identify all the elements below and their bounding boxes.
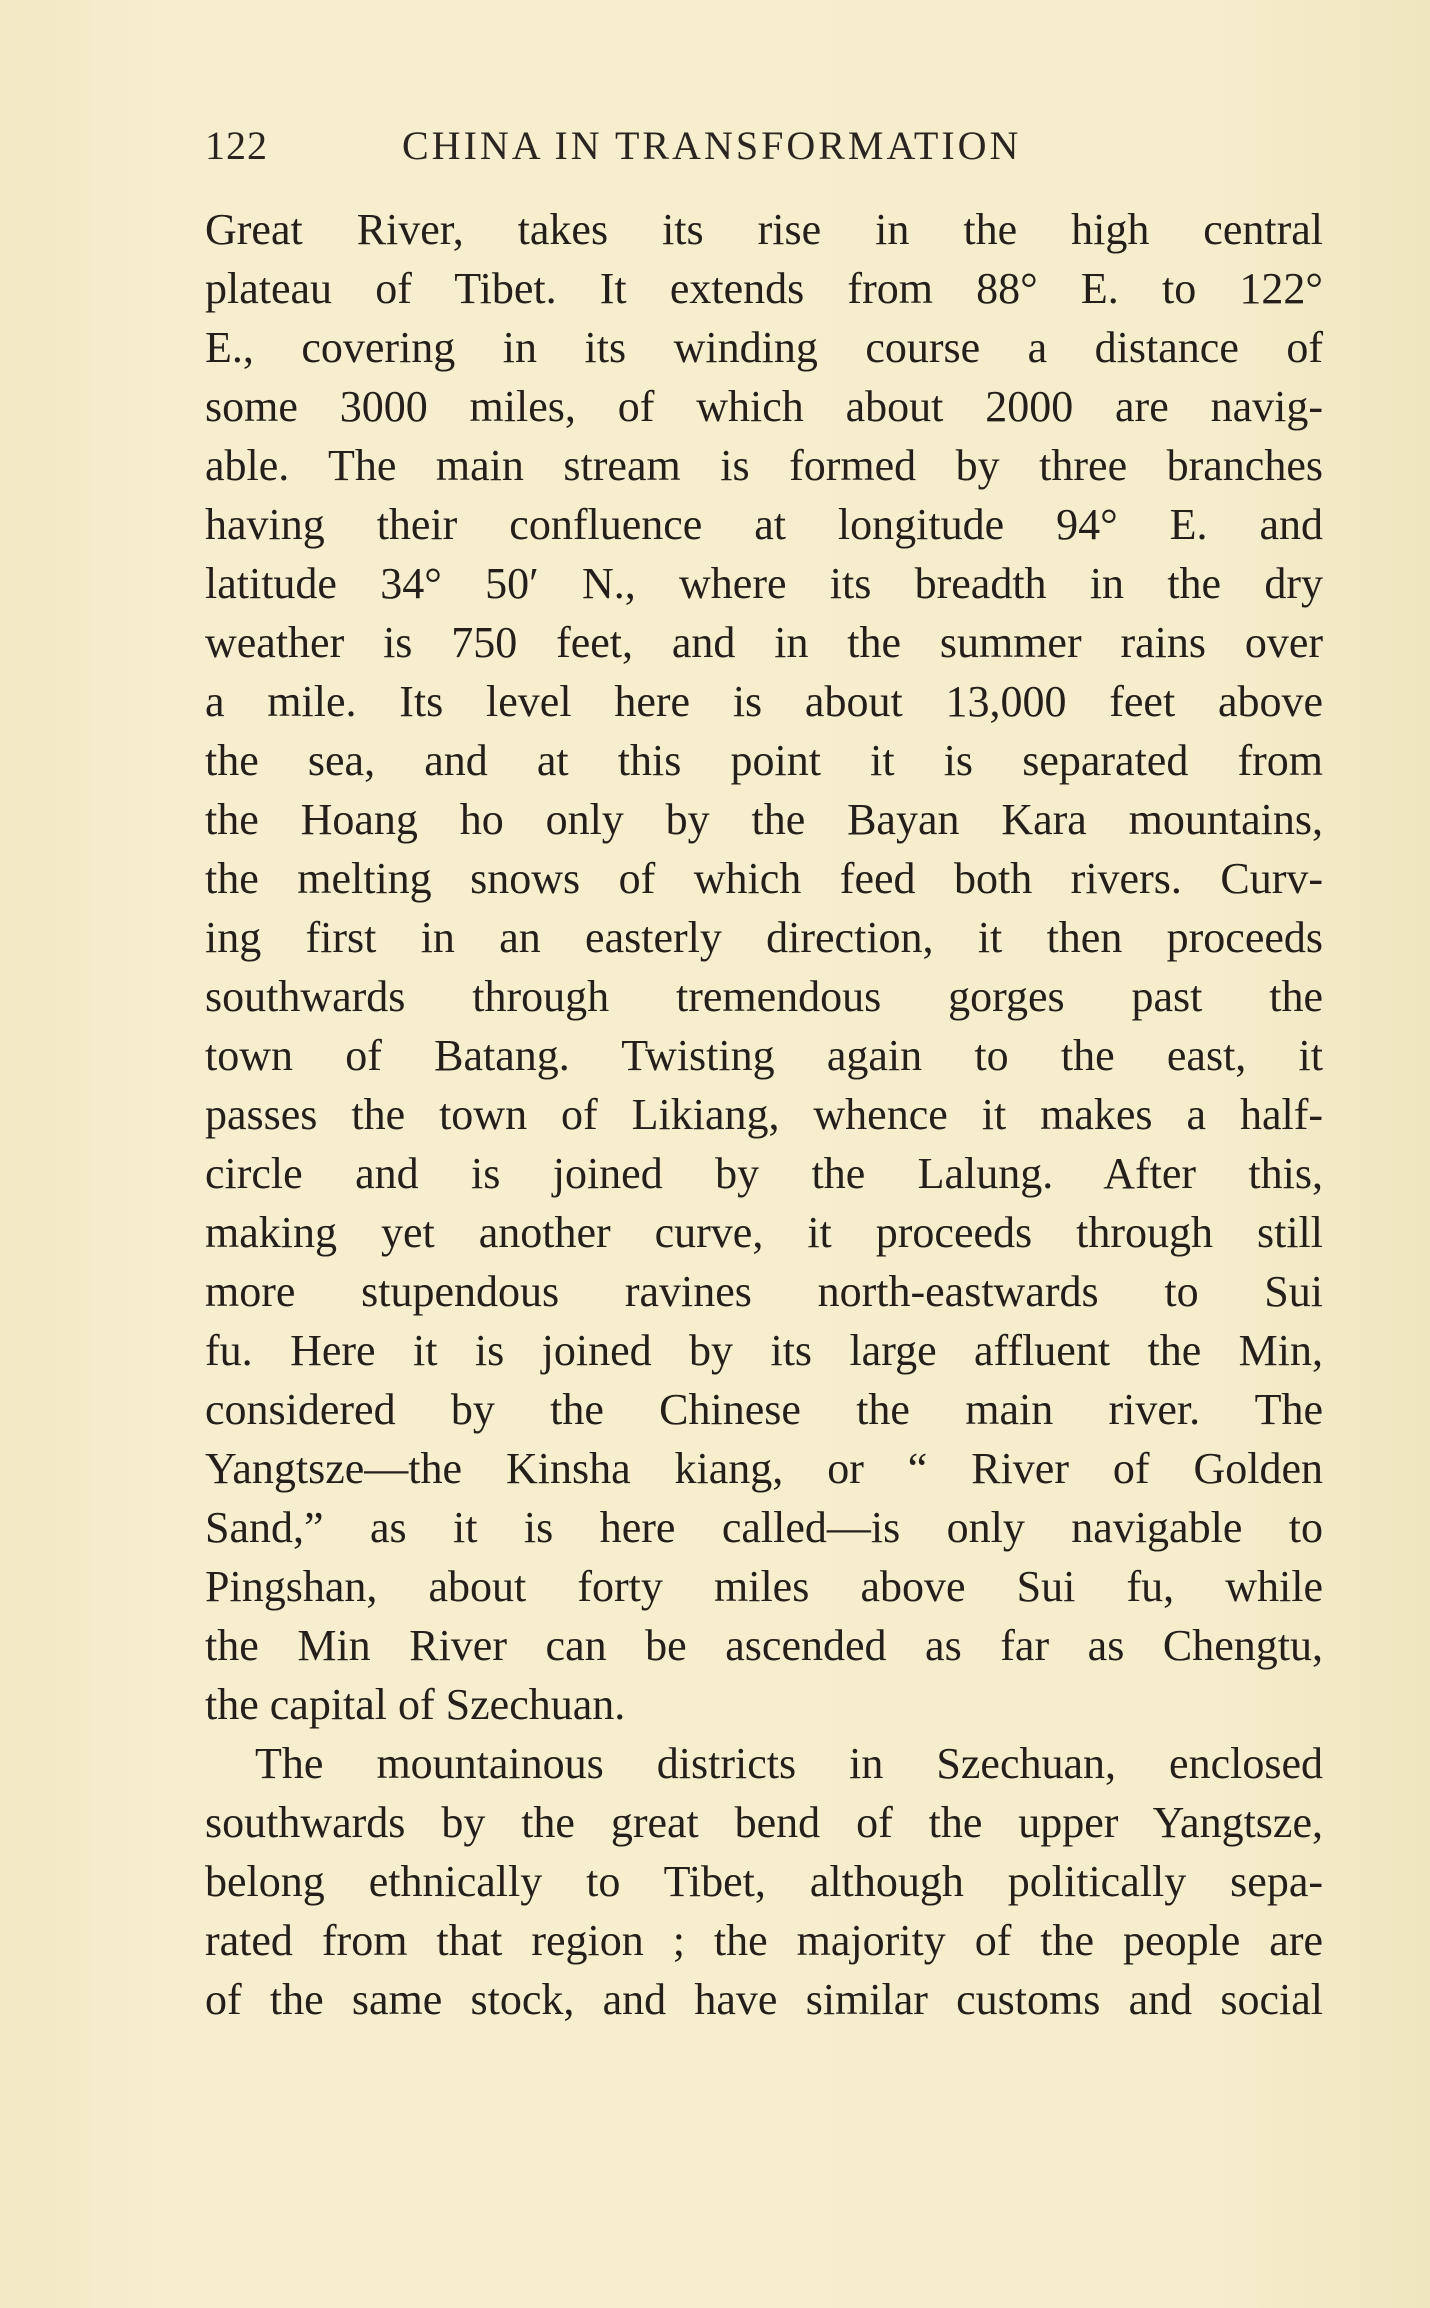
- text-line: belong ethnically to Tibet, although politically sepa-: [205, 1857, 1323, 1906]
- text-line: weather is 750 feet, and in the summer rains over: [205, 618, 1323, 667]
- paragraph-2: [205, 1734, 1323, 2029]
- text-line: more stupendous ravines north-eastwards to Sui: [205, 1267, 1323, 1316]
- running-head: [205, 122, 1135, 182]
- text-line: having their confluence at longitude 94° E. and: [205, 500, 1323, 549]
- running-title: CHINA IN TRANSFORMATION: [402, 123, 1022, 168]
- text-line: Great River, takes its rise in the high central: [205, 205, 1323, 254]
- text-line: southwards by the great bend of the upper Yangtsze,: [205, 1798, 1323, 1847]
- text-line: some 3000 miles, of which about 2000 are navig-: [205, 382, 1323, 431]
- text-line: able. The main stream is formed by three branches: [205, 441, 1323, 490]
- text-line: E., covering in its winding course a distance of: [205, 323, 1323, 372]
- text-line: ing first in an easterly direction, it then proceeds: [205, 913, 1323, 962]
- text-line: circle and is joined by the Lalung. After this,: [205, 1149, 1323, 1198]
- text-line: plateau of Tibet. It extends from 88° E. to 122°: [205, 264, 1323, 313]
- text-line: a mile. Its level here is about 13,000 feet above: [205, 677, 1323, 726]
- text-line: the Min River can be ascended as far as Chengtu,: [205, 1621, 1323, 1670]
- text-line: latitude 34° 50′ N., where its breadth in the dry: [205, 559, 1323, 608]
- text-line: of the same stock, and have similar customs and social: [205, 1975, 1323, 2024]
- text-line: passes the town of Likiang, whence it makes a half-: [205, 1090, 1323, 1139]
- text-line: the Hoang ho only by the Bayan Kara mountains,: [205, 795, 1323, 844]
- text-line: fu. Here it is joined by its large affluent the Min,: [205, 1326, 1323, 1375]
- body-text: [205, 200, 1323, 2029]
- text-line: Yangtsze—the Kinsha kiang, or “ River of Golden: [205, 1444, 1323, 1493]
- text-line: the capital of Szechuan.: [205, 1680, 626, 1729]
- page-number: 122: [205, 123, 268, 168]
- text-line: town of Batang. Twisting again to the east, it: [205, 1031, 1323, 1080]
- text-line: considered by the Chinese the main river. The: [205, 1385, 1323, 1434]
- text-line: Pingshan, about forty miles above Sui fu, while: [205, 1562, 1323, 1611]
- text-line: southwards through tremendous gorges past the: [205, 972, 1323, 1021]
- text-line: Sand,” as it is here called—is only navigable to: [205, 1503, 1323, 1552]
- text-line: rated from that region ; the majority of the people are: [205, 1916, 1323, 1965]
- text-line: making yet another curve, it proceeds through still: [205, 1208, 1323, 1257]
- paragraph-1: [205, 200, 1323, 1734]
- text-line: The mountainous districts in Szechuan, enclosed: [255, 1739, 1323, 1788]
- text-line: the melting snows of which feed both rivers. Curv-: [205, 854, 1323, 903]
- text-line: the sea, and at this point it is separated from: [205, 736, 1323, 785]
